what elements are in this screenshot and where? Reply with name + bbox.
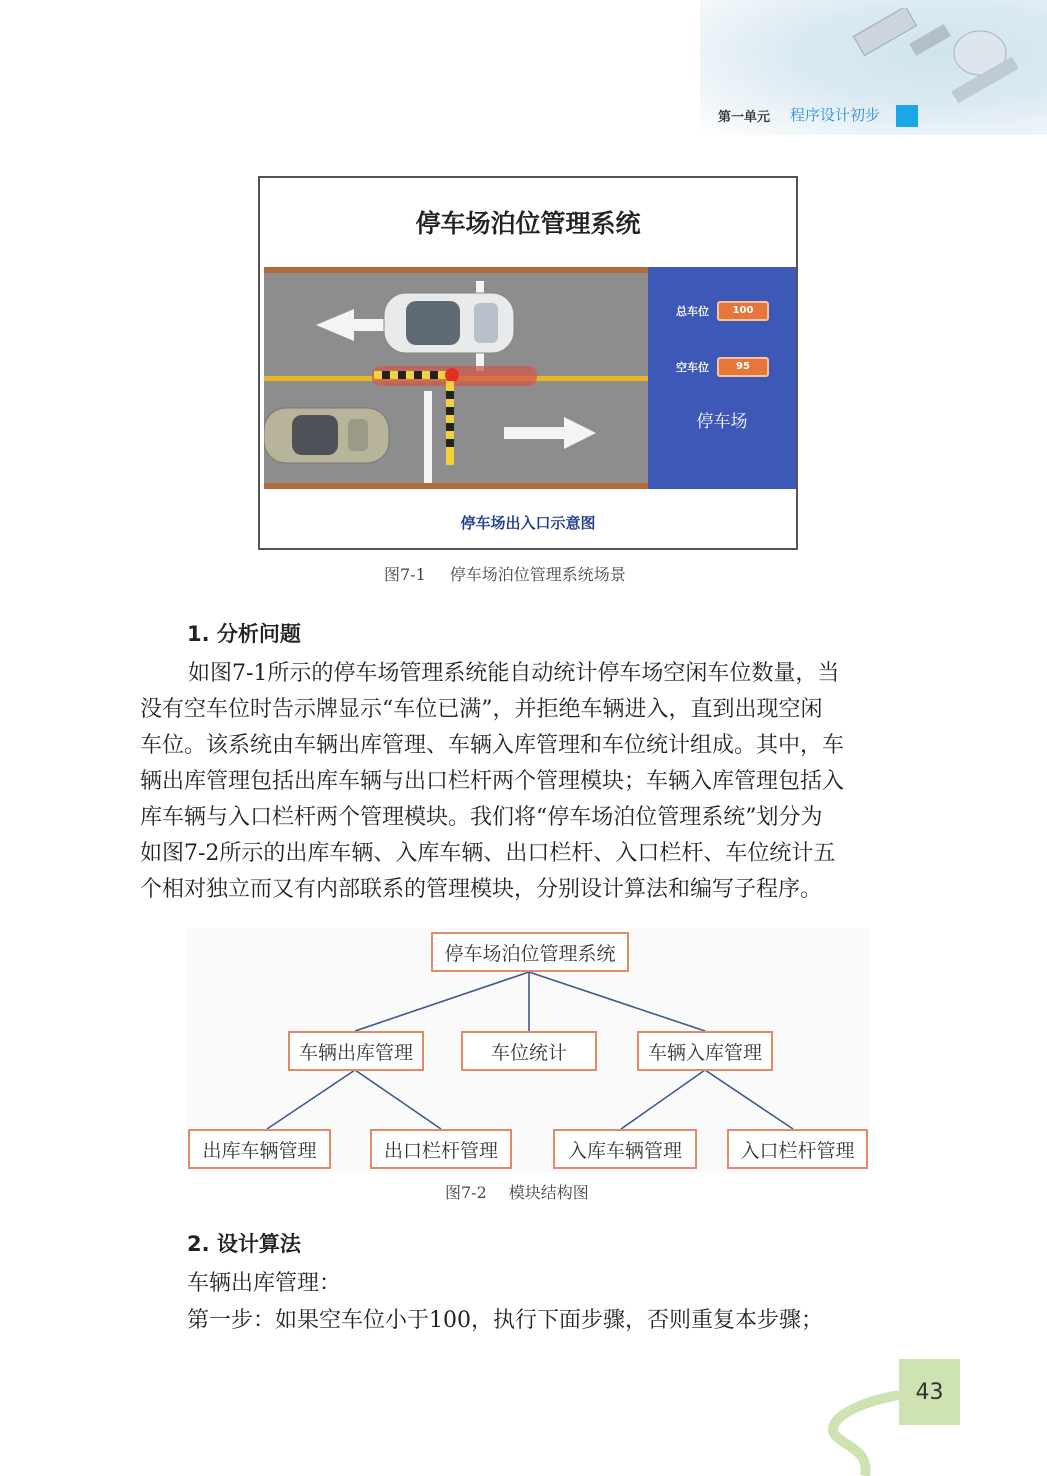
entry-arrow-icon — [504, 417, 596, 449]
paragraph-line: 辆出库管理包括出库车辆与出口栏杆两个管理模块；车辆入库管理包括入 — [140, 769, 845, 794]
road — [264, 267, 648, 489]
section1-heading: 1. 分析问题 — [187, 622, 301, 646]
unit-label: 第一单元 — [718, 110, 771, 125]
empty-spaces-row — [676, 357, 769, 377]
satellite-icon — [840, 8, 1040, 118]
node-exit-vehicle: 出库车辆管理 — [188, 1129, 331, 1169]
node-entry-management: 车辆入库管理 — [637, 1031, 773, 1071]
parking-lot-panel — [648, 267, 796, 489]
paragraph-line: 如图7-2所示的出库车辆、入库车辆、出口栏杆、入口栏杆、车位统计五 — [140, 841, 836, 866]
node-exit-barrier: 出口栏杆管理 — [370, 1129, 512, 1169]
barrier-pivot — [445, 368, 459, 382]
empty-spaces-label: 空车位 — [676, 361, 709, 374]
paragraph-line: 如图7-1所示的停车场管理系统能自动统计停车场空闲车位数量，当 — [188, 661, 840, 686]
paragraph-line: 没有空车位时告示牌显示“车位已满”，并拒绝车辆进入，直到出现空闲 — [140, 697, 823, 722]
figure-module-structure — [187, 928, 869, 1172]
empty-spaces-value: 95 — [717, 357, 769, 377]
total-spaces-row — [676, 301, 769, 321]
node-space-count: 车位统计 — [461, 1031, 597, 1071]
figure2-caption-text: 模块结构图 — [508, 1183, 589, 1202]
section2-heading: 2. 设计算法 — [187, 1232, 301, 1256]
total-spaces-value: 100 — [717, 301, 769, 321]
figure2-caption — [445, 1180, 589, 1203]
node-exit-management: 车辆出库管理 — [288, 1031, 424, 1071]
header-accent-square — [896, 105, 918, 127]
figure1-subtitle: 停车场出入口示意图 — [460, 514, 596, 532]
chapter-title: 程序设计初步 — [790, 106, 881, 124]
road-scene-illustration — [264, 273, 648, 483]
paragraph-line: 车位。该系统由车辆出库管理、车辆入库管理和车位统计组成。其中，车 — [140, 733, 845, 758]
figure1-caption — [384, 562, 626, 585]
parking-lot-label: 停车场 — [696, 412, 748, 432]
figure-parking-scene — [258, 176, 798, 550]
page-number: 43 — [915, 1379, 944, 1405]
section2-line2: 第一步：如果空车位小于100，执行下面步骤，否则重复本步骤； — [187, 1308, 823, 1333]
figure1-caption-text: 停车场泊位管理系统场景 — [449, 565, 626, 584]
figure2-caption-number: 图7-2 — [445, 1183, 487, 1202]
total-spaces-label: 总车位 — [676, 305, 709, 318]
node-entry-vehicle: 入库车辆管理 — [553, 1129, 697, 1169]
node-root: 停车场泊位管理系统 — [431, 932, 629, 972]
figure1-title: 停车场泊位管理系统 — [415, 209, 641, 238]
paragraph-line: 个相对独立而又有内部联系的管理模块，分别设计算法和编写子程序。 — [140, 877, 823, 902]
entering-car-icon — [264, 408, 389, 463]
node-entry-barrier: 入口栏杆管理 — [727, 1129, 868, 1169]
paragraph-line: 库车辆与入口栏杆两个管理模块。我们将“停车场泊位管理系统”划分为 — [140, 805, 823, 830]
stop-line-bottom — [424, 391, 432, 483]
section1-paragraph — [140, 656, 930, 908]
figure1-caption-number: 图7-1 — [384, 565, 426, 584]
section2-line1: 车辆出库管理： — [187, 1271, 342, 1296]
exiting-car-icon — [384, 293, 514, 353]
